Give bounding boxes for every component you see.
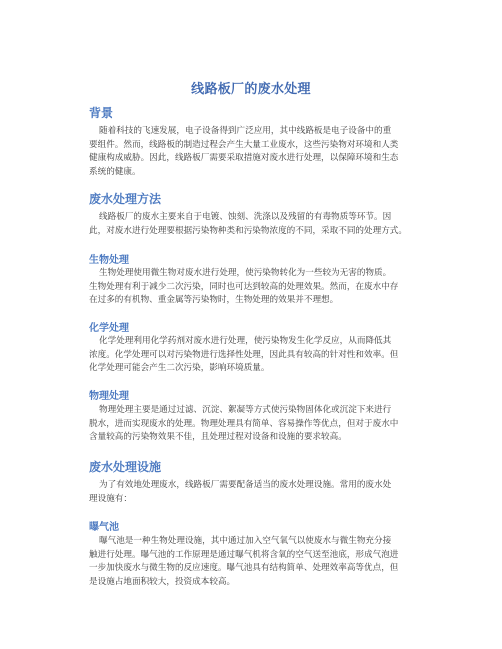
paragraph-line: 一步加快废水与微生物的反应速度。曝气池具有结构简单、处理效率高等优点，但 [89,563,399,573]
subsection-paragraph-physical [89,404,415,445]
paragraph-line: 脱水，进而实现废水的处理。物理处理具有简单、容易操作等优点，但对于废水中 [89,418,399,429]
paragraph-line: 理设施有： [89,493,132,504]
paragraph-line: 化学处理可能会产生二次污染，影响环境质量。 [89,363,270,373]
paragraph-line: 生物处理有利于减少二次污染，同时也可达到较高的处理效果。然而，在废水中存 [89,281,399,292]
subsection-paragraph-biological [89,267,415,308]
document-title: 线路板厂的废水处理 [191,82,311,97]
subsection-heading-aeration-tank: 曝气池 [89,522,119,533]
subsection-heading-chemical: 化学处理 [89,323,129,334]
paragraph-line: 要组件。然而，线路板的制造过程会产生大量工业废水，这些污染物对环境和人类 [89,139,399,150]
section-heading-facilities: 废水处理设施 [89,460,162,474]
subsection-heading-biological: 生物处理 [89,255,129,266]
section-heading-background: 背景 [89,106,114,120]
section-heading-treatment-methods: 废水处理方法 [89,192,162,206]
paragraph-line: 随着科技的飞速发展，电子设备得到广泛应用，其中线路板是电子设备中的重 [99,126,392,136]
paragraph-line: 此，对废水进行处理要根据污染物种类和污染物浓度的不同，采取不同的处理方式。 [89,225,407,236]
subsection-paragraph-chemical [89,335,415,376]
paragraph-line: 含量较高的污染物效果不佳，且处理过程对设备和设施的要求较高。 [89,432,347,442]
subsection-heading-physical: 物理处理 [89,391,129,402]
paragraph-line: 物理处理主要是通过过滤、沉淀、絮凝等方式使污染物固体化或沉淀下来进行 [99,405,392,415]
paragraph-line: 系统的健康。 [89,166,141,177]
section-paragraph-treatment-methods [89,211,415,238]
paragraph-line: 为了有效地处理废水，线路板厂需要配备适当的废水处理设施。常用的废水处 [99,480,392,490]
section-paragraph-facilities [89,479,415,506]
paragraph-line: 化学处理利用化学药剂对废水进行处理，使污染物发生化学反应，从而降低其 [99,336,392,346]
paragraph-line: 曝气池是一种生物处理设施，其中通过加入空气氧气以使废水与微生物充分接 [99,536,392,546]
paragraph-line: 浓度。化学处理可以对污染物进行选择性处理，因此具有较高的针对性和效率。但 [89,349,399,360]
paragraph-line: 健康构成威胁。因此，线路板厂需要采取措施对废水进行处理，以保障环境和生态 [89,153,399,163]
paragraph-line: 触进行处理。曝气池的工作原理是通过曝气机将含氧的空气送至池底，形成气泡进 [89,549,399,560]
paragraph-line: 是设施占地面积较大，投资成本较高。 [89,576,236,587]
section-paragraph-background [89,125,415,179]
subsection-paragraph-aeration-tank [89,535,415,589]
paragraph-line: 在过多的有机物、重金属等污染物时，生物处理的效果并不理想。 [89,295,339,305]
paragraph-line: 生物处理使用微生物对废水进行处理，使污染物转化为一些较为无害的物质。 [99,268,392,278]
paragraph-line: 线路板厂的废水主要来自于电镀、蚀刻、洗涤以及残留的有毒物质等环节。因 [99,212,392,222]
